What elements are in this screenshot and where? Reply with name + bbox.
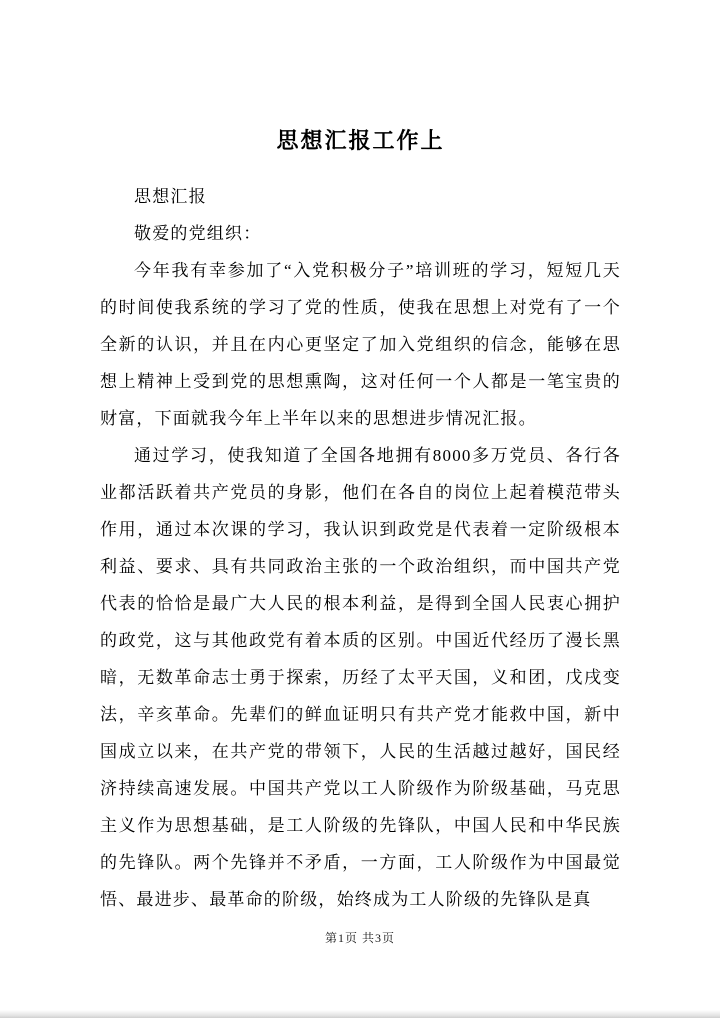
document-title: 思想汇报工作上 xyxy=(276,128,445,153)
paragraph-salutation: 敬爱的党组织： xyxy=(134,224,262,243)
body-paragraph-1: 今年我有幸参加了“入党积极分子”培训班的学习，短短几天的时间使我系统的学习了党的性质，使我在思想上对党有了一个全新的认识，并且在内心更坚定了加入党组织的信念，能够在思想上精神上受到党的思想熏陶，这对任何一个人都是一笔宝贵的财富，下面就我今年上半年以来的思想进步情况汇报。 xyxy=(100,261,621,428)
page-number-indicator: 第1页 共3页 xyxy=(324,931,395,945)
page-bottom-edge xyxy=(0,1010,720,1018)
paragraph-report-label: 思想汇报 xyxy=(134,187,207,206)
body-paragraph-2: 通过学习，使我知道了全国各地拥有8000多万党员、各行各业都活跃着共产党员的身影，他们在各自的岗位上起着模范带头作用，通过本次课的学习，我认识到政党是代表着一定阶级根本利益、要求、具有共同政治主张的一个政治组织，而中国共产党代表的恰恰是最广大人民的根本利益，是得到全国人民衷心拥护的政党，这与其他政党有着本质的区别。中国近代经历了漫长黑暗，无数革命志士勇于探索，历经了太平天国，义和团，戊戌变法，辛亥革命。先辈们的鲜血证明只有共产党才能救中国，新中国成立以来，在共产党的带领下，人民的生活越过越好，国民经济持续高速发展。中国共产党以工人阶级作为阶级基础，马克思主义作为思想基础，是工人阶级的先锋队，中国人民和中华民族的先锋队。两个先锋并不矛盾，一方面，工人阶级作为中国最觉悟、最进步、最革命的阶级，始终成为工人阶级的先锋队是真 xyxy=(100,446,621,909)
